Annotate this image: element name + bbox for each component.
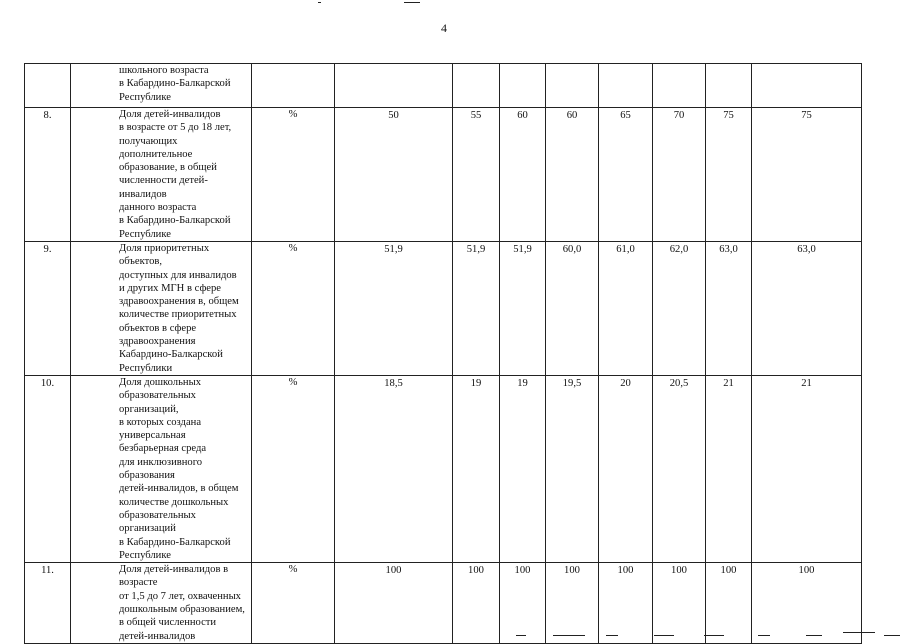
- row-value: 60,0: [546, 241, 599, 375]
- row-value: 65: [599, 108, 653, 242]
- row-value: 55: [453, 108, 500, 242]
- row-value: [752, 64, 862, 108]
- row-unit: %: [252, 241, 335, 375]
- table-row: [25, 563, 862, 644]
- row-value: 100: [752, 563, 862, 644]
- row-value: 61,0: [599, 241, 653, 375]
- row-value: 100: [500, 563, 546, 644]
- row-value: 100: [546, 563, 599, 644]
- row-value: 21: [706, 375, 752, 562]
- row-value: 50: [335, 108, 453, 242]
- row-value: 63,0: [752, 241, 862, 375]
- row-value: 100: [335, 563, 453, 644]
- row-unit: %: [252, 375, 335, 562]
- row-value: 100: [453, 563, 500, 644]
- row-value: 19: [500, 375, 546, 562]
- row-value: [546, 64, 599, 108]
- indicators-table: [24, 63, 862, 644]
- row-value: 75: [752, 108, 862, 242]
- row-value: 51,9: [453, 241, 500, 375]
- table-row: [25, 375, 862, 562]
- row-value: 51,9: [500, 241, 546, 375]
- row-value: 60: [546, 108, 599, 242]
- row-value: [500, 64, 546, 108]
- row-number: [25, 64, 71, 108]
- row-value: 75: [706, 108, 752, 242]
- row-description: Доля дошкольных образовательных организаций, в которых создана универсальная безбарьерная среда для инклюзивного образования детей-инвалидов, в общем количестве дошкольных образовательных организаций в Кабардино-Балкарской Республике: [71, 375, 252, 562]
- row-value: 100: [706, 563, 752, 644]
- row-value: 51,9: [335, 241, 453, 375]
- row-description: Доля детей-инвалидов в возрасте от 1,5 до 7 лет, охваченных дошкольным образованием, в общей численности детей-инвалидов: [71, 563, 252, 644]
- row-value: 19: [453, 375, 500, 562]
- row-number: 9.: [25, 241, 71, 375]
- row-value: [653, 64, 706, 108]
- row-value: 20: [599, 375, 653, 562]
- row-number: 8.: [25, 108, 71, 242]
- row-description: Доля приоритетных объектов, доступных для инвалидов и других МГН в сфере здравоохранения в, общем количестве приоритетных объектов в сфере здравоохранения Кабардино-Балкарской Республики: [71, 241, 252, 375]
- row-number: 10.: [25, 375, 71, 562]
- row-value: 100: [599, 563, 653, 644]
- row-number: 11.: [25, 563, 71, 644]
- row-value: [335, 64, 453, 108]
- page-number: 4: [441, 21, 447, 35]
- row-value: 19,5: [546, 375, 599, 562]
- row-description: школьного возраста в Кабардино-Балкарской Республике: [71, 64, 252, 108]
- row-unit: %: [252, 108, 335, 242]
- row-value: 63,0: [706, 241, 752, 375]
- row-unit: [252, 64, 335, 108]
- row-value: [706, 64, 752, 108]
- table-row: [25, 64, 862, 108]
- row-value: 100: [653, 563, 706, 644]
- row-description: Доля детей-инвалидов в возрасте от 5 до 18 лет, получающих дополнительное образование, в общей численности детей-инвалидов данного возраста в Кабардино-Балкарской Республике: [71, 108, 252, 242]
- row-value: 62,0: [653, 241, 706, 375]
- row-value: [453, 64, 500, 108]
- table-row: [25, 108, 862, 242]
- row-value: 70: [653, 108, 706, 242]
- row-value: [599, 64, 653, 108]
- table-row: [25, 241, 862, 375]
- row-value: 21: [752, 375, 862, 562]
- row-value: 60: [500, 108, 546, 242]
- row-value: 18,5: [335, 375, 453, 562]
- row-value: 20,5: [653, 375, 706, 562]
- row-unit: %: [252, 563, 335, 644]
